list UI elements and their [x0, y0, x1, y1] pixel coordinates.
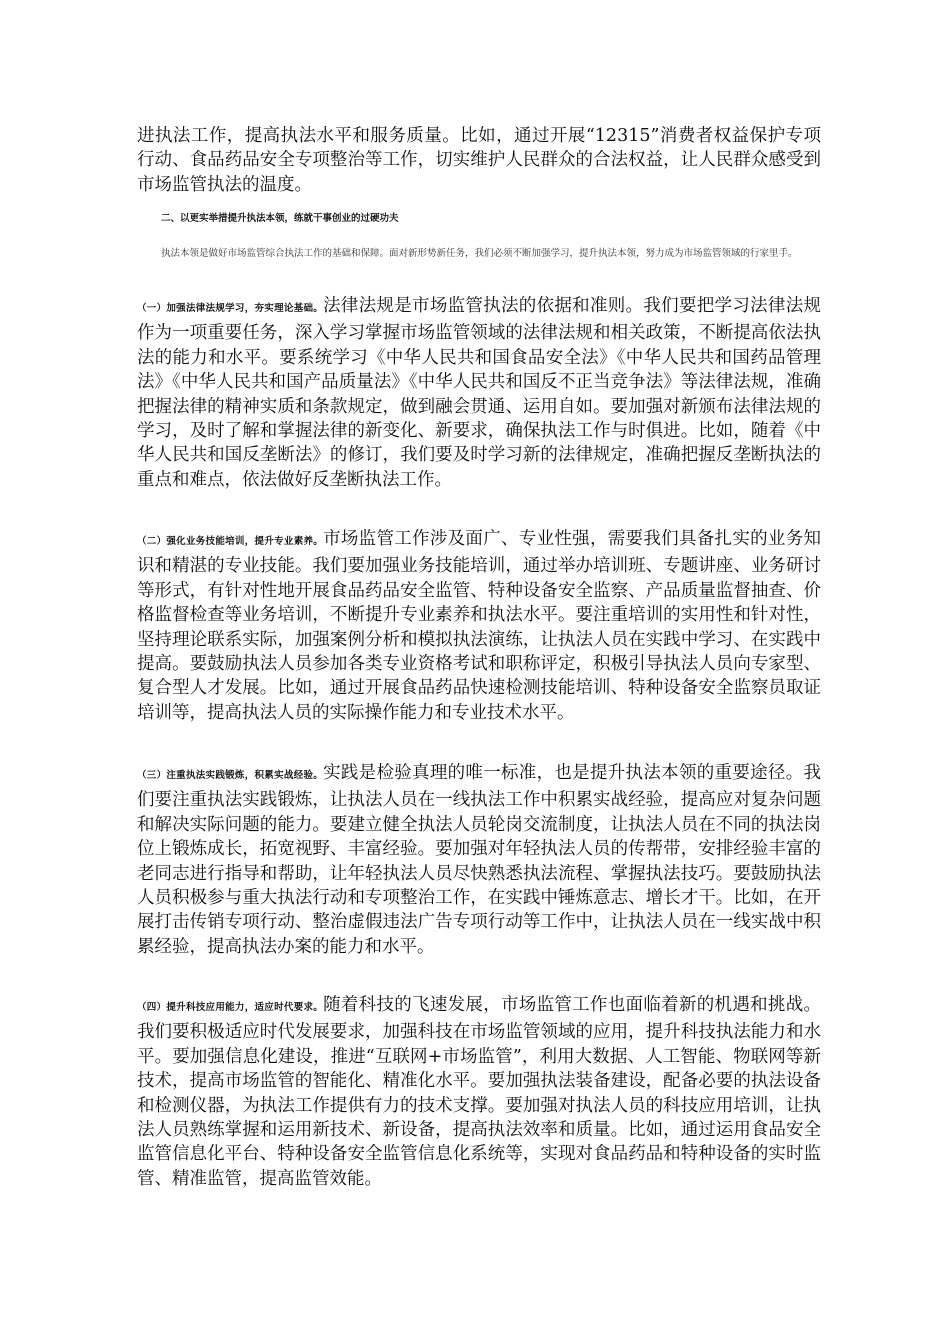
item-lead-2: （二）强化业务技能培训，提升专业素养。 [137, 536, 324, 547]
item-body-1: 法律法规是市场监管执法的依据和准则。我们要把学习法律法规作为一项重要任务，深入学习掌握市场监管领域的法律法规和相关政策，不断提高依法执法的能力和水平。要系统学习《中华人民共和国食品安全法》《中华人民共和国药品管理法》《中华人民共和国产品质量法》《中华人民共和国反不正当竞争法》等法律法规，准确把握法律的精神实质和条款规定，做到融会贯通、运用自如。要加强对新颁布法律法规的学习，及时了解和掌握法律的新变化、新要求，确保执法工作与时俱进。比如，随着《中华人民共和国反垄断法》的修订，我们要及时学习新的法律规定，准确把握反垄断执法的重点和难点，依法做好反垄断执法工作。 [137, 296, 821, 490]
section-intro: 执法本领是做好市场监管综合执法工作的基础和保障。面对新形势新任务，我们必须不断加强学习，提升执法本领，努力成为市场监管领域的行家里手。 [161, 248, 798, 259]
item-body-2: 市场监管工作涉及面广、专业性强，需要我们具备扎实的业务知识和精湛的专业技能。我们要加强业务技能培训，通过举办培训班、专题讲座、业务研讨等形式，有针对性地开展食品药品安全监管、特种设备安全监察、产品质量监督抽查、价格监督检查等业务培训，不断提升专业素养和执法水平。要注重培训的实用性和针对性，坚持理论联系实际，加强案例分析和模拟执法演练，让执法人员在实践中学习、在实践中提高。要鼓励执法人员参加各类专业资格考试和职称评定，积极引导执法人员向专家型、复合型人才发展。比如，通过开展食品药品快速检测技能培训、特种设备安全监察员取证培训等，提高执法人员的实际操作能力和专业技术水平。 [137, 529, 821, 723]
item-body-4: 随着科技的飞速发展，市场监管工作也面临着新的机遇和挑战。我们要积极适应时代发展要求，加强科技在市场监管领域的应用，提升科技执法能力和水平。要加强信息化建设，推进“互联网+市场监管”，利用大数据、人工智能、物联网等新技术，提高市场监管的智能化、精准化水平。要加强执法装备建设，配备必要的执法设备和检测仪器，为执法工作提供有力的技术支撑。要加强对执法人员的科技应用培训，让执法人员熟练掌握和运用新技术、新设备，提高执法效率和质量。比如，通过运用食品安全监管信息化平台、特种设备安全监管信息化系统等，实现对食品药品和特种设备的实时监管、精准监管，提高监管效能。 [137, 995, 821, 1189]
item-paragraph-4 [137, 993, 821, 1191]
item-paragraph-2 [137, 527, 821, 725]
item-body-3: 实践是检验真理的唯一标准，也是提升执法本领的重要途径。我们要注重执法实践锻炼，让执法人员在一线执法工作中积累实战经验，提高应对复杂问题和解决实际问题的能力。要建立健全执法人员轮岗交流制度，让执法人员在不同的执法岗位上锻炼成长，拓宽视野、丰富经验。要加强对年轻执法人员的传帮带，安排经验丰富的老同志进行指导和帮助，让年轻执法人员尽快熟悉执法流程、掌握执法技巧。要鼓励执法人员积极参与重大执法行动和专项整治工作，在实践中锤炼意志、增长才干。比如，在开展打击传销专项行动、整治虚假违法广告专项行动等工作中，让执法人员在一线实战中积累经验，提高执法办案的能力和水平。 [137, 763, 821, 957]
intro-paragraph: 进执法工作，提高执法水平和服务质量。比如，通过开展“12315”消费者权益保护专项行动、食品药品安全专项整治等工作，切实维护人民群众的合法权益，让人民群众感受到市场监管执法的温度。 [137, 126, 821, 195]
item-lead-4: （四）提升科技应用能力，适应时代要求。 [137, 1002, 324, 1013]
item-lead-3: （三）注重执法实践锻炼，积累实战经验。 [137, 770, 324, 781]
item-paragraph-1 [137, 294, 821, 492]
section-heading: 二、以更实举措提升执法本领，练就干事创业的过硬功夫 [161, 213, 399, 224]
item-lead-1: （一）加强法律法规学习，夯实理论基础。 [137, 303, 324, 314]
item-paragraph-3 [137, 761, 821, 959]
